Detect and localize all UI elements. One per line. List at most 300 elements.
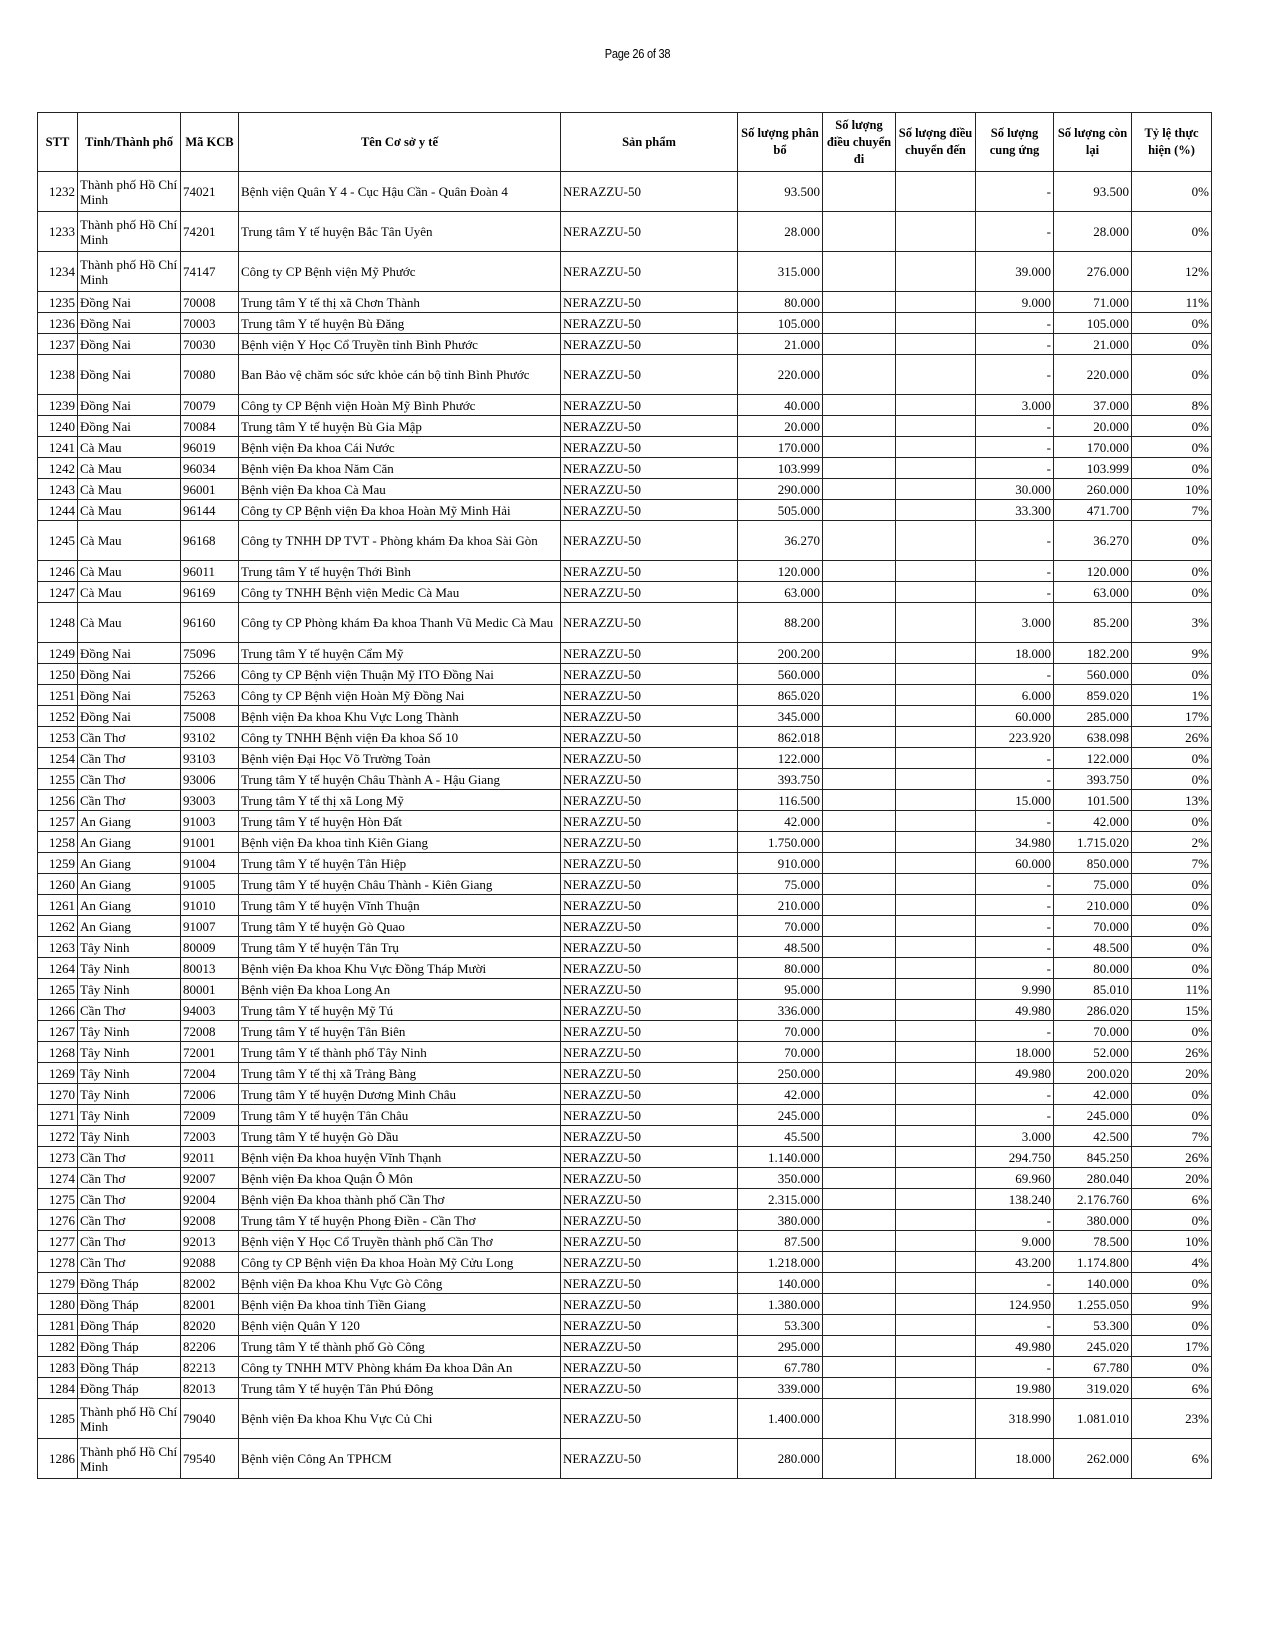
cell-supplied: -	[976, 521, 1054, 561]
cell-supplied: -	[976, 582, 1054, 603]
cell-facility-code: 92011	[181, 1147, 239, 1168]
cell-product: NERAZZU-50	[561, 172, 738, 212]
cell-allocated: 140.000	[738, 1273, 823, 1294]
table-row	[38, 727, 1212, 748]
table-row	[38, 748, 1212, 769]
cell-supplied: -	[976, 1084, 1054, 1105]
cell-transfer-out	[823, 874, 896, 895]
cell-transfer-out	[823, 1378, 896, 1399]
cell-supplied: 43.200	[976, 1252, 1054, 1273]
cell-facility-name: Bệnh viện Đa khoa Năm Căn	[239, 458, 561, 479]
cell-transfer-out	[823, 1084, 896, 1105]
cell-remaining: 42.000	[1054, 1084, 1132, 1105]
cell-facility-code: 80001	[181, 979, 239, 1000]
cell-transfer-out	[823, 416, 896, 437]
cell-completion-rate: 20%	[1132, 1063, 1212, 1084]
cell-product: NERAZZU-50	[561, 664, 738, 685]
cell-allocated: 63.000	[738, 582, 823, 603]
cell-facility-name: Trung tâm Y tế thị xã Trảng Bàng	[239, 1063, 561, 1084]
cell-transfer-in	[896, 521, 976, 561]
cell-product: NERAZZU-50	[561, 727, 738, 748]
cell-province: Đồng Tháp	[78, 1273, 181, 1294]
cell-facility-name: Trung tâm Y tế huyện Dương Minh Châu	[239, 1084, 561, 1105]
cell-product: NERAZZU-50	[561, 1021, 738, 1042]
cell-stt: 1278	[38, 1252, 78, 1273]
cell-stt: 1269	[38, 1063, 78, 1084]
cell-transfer-in	[896, 874, 976, 895]
cell-allocated: 20.000	[738, 416, 823, 437]
cell-product: NERAZZU-50	[561, 685, 738, 706]
cell-product: NERAZZU-50	[561, 895, 738, 916]
table-row	[38, 1105, 1212, 1126]
table-row	[38, 1315, 1212, 1336]
table-row	[38, 1021, 1212, 1042]
cell-stt: 1266	[38, 1000, 78, 1021]
cell-facility-name: Bệnh viện Quân Y 4 - Cục Hậu Cần - Quân Đoàn 4	[239, 172, 561, 212]
cell-remaining: 845.250	[1054, 1147, 1132, 1168]
cell-supplied: 9.990	[976, 979, 1054, 1000]
table-row	[38, 1378, 1212, 1399]
cell-transfer-in	[896, 685, 976, 706]
cell-facility-code: 94003	[181, 1000, 239, 1021]
cell-province: Cà Mau	[78, 603, 181, 643]
cell-completion-rate: 0%	[1132, 458, 1212, 479]
cell-province: Tây Ninh	[78, 979, 181, 1000]
cell-province: Thành phố Hồ Chí Minh	[78, 252, 181, 292]
cell-facility-name: Bệnh viện Đa khoa Cái Nước	[239, 437, 561, 458]
table-row	[38, 1168, 1212, 1189]
cell-allocated: 220.000	[738, 355, 823, 395]
table-row	[38, 1189, 1212, 1210]
cell-facility-code: 80013	[181, 958, 239, 979]
cell-transfer-in	[896, 916, 976, 937]
cell-completion-rate: 4%	[1132, 1252, 1212, 1273]
cell-facility-name: Trung tâm Y tế huyện Bù Gia Mập	[239, 416, 561, 437]
cell-supplied: -	[976, 895, 1054, 916]
cell-transfer-out	[823, 212, 896, 252]
cell-province: Cần Thơ	[78, 1210, 181, 1231]
cell-facility-code: 91005	[181, 874, 239, 895]
cell-province: Thành phố Hồ Chí Minh	[78, 172, 181, 212]
cell-transfer-in	[896, 1378, 976, 1399]
cell-allocated: 93.500	[738, 172, 823, 212]
cell-supplied: 3.000	[976, 603, 1054, 643]
table-row	[38, 313, 1212, 334]
table-row	[38, 458, 1212, 479]
cell-facility-name: Trung tâm Y tế huyện Vĩnh Thuận	[239, 895, 561, 916]
table-row	[38, 479, 1212, 500]
cell-completion-rate: 7%	[1132, 1126, 1212, 1147]
cell-province: An Giang	[78, 895, 181, 916]
cell-supplied: 49.980	[976, 1336, 1054, 1357]
cell-transfer-out	[823, 1147, 896, 1168]
cell-transfer-out	[823, 1210, 896, 1231]
cell-facility-code: 70008	[181, 292, 239, 313]
cell-stt: 1281	[38, 1315, 78, 1336]
cell-transfer-in	[896, 1105, 976, 1126]
cell-allocated: 393.750	[738, 769, 823, 790]
cell-province: Cần Thơ	[78, 727, 181, 748]
cell-facility-code: 96001	[181, 479, 239, 500]
cell-completion-rate: 0%	[1132, 748, 1212, 769]
cell-facility-code: 96019	[181, 437, 239, 458]
cell-province: Thành phố Hồ Chí Minh	[78, 1439, 181, 1479]
cell-transfer-out	[823, 706, 896, 727]
cell-stt: 1286	[38, 1439, 78, 1479]
cell-supplied: -	[976, 437, 1054, 458]
cell-facility-name: Trung tâm Y tế huyện Châu Thành A - Hậu Giang	[239, 769, 561, 790]
cell-province: Đồng Nai	[78, 416, 181, 437]
cell-facility-code: 74021	[181, 172, 239, 212]
cell-transfer-in	[896, 292, 976, 313]
cell-completion-rate: 0%	[1132, 334, 1212, 355]
cell-allocated: 80.000	[738, 292, 823, 313]
table-row	[38, 582, 1212, 603]
cell-stt: 1236	[38, 313, 78, 334]
cell-supplied: 60.000	[976, 706, 1054, 727]
cell-allocated: 862.018	[738, 727, 823, 748]
table-row	[38, 916, 1212, 937]
cell-transfer-in	[896, 1210, 976, 1231]
cell-transfer-out	[823, 500, 896, 521]
cell-supplied: 69.960	[976, 1168, 1054, 1189]
cell-facility-name: Bệnh viện Y Học Cổ Truyền tỉnh Bình Phước	[239, 334, 561, 355]
table-row	[38, 1252, 1212, 1273]
cell-completion-rate: 0%	[1132, 172, 1212, 212]
cell-completion-rate: 11%	[1132, 292, 1212, 313]
table-row	[38, 561, 1212, 582]
header-transfer-out: Số lượng điều chuyển đi	[823, 113, 896, 172]
table-row	[38, 874, 1212, 895]
cell-transfer-out	[823, 790, 896, 811]
cell-facility-name: Bệnh viện Đa khoa thành phố Cần Thơ	[239, 1189, 561, 1210]
cell-remaining: 1.174.800	[1054, 1252, 1132, 1273]
cell-allocated: 1.400.000	[738, 1399, 823, 1439]
cell-stt: 1242	[38, 458, 78, 479]
cell-remaining: 85.200	[1054, 603, 1132, 643]
cell-stt: 1259	[38, 853, 78, 874]
cell-province: Tây Ninh	[78, 1126, 181, 1147]
cell-supplied: 49.980	[976, 1063, 1054, 1084]
cell-allocated: 865.020	[738, 685, 823, 706]
cell-completion-rate: 9%	[1132, 1294, 1212, 1315]
cell-completion-rate: 3%	[1132, 603, 1212, 643]
cell-remaining: 42.000	[1054, 811, 1132, 832]
cell-stt: 1250	[38, 664, 78, 685]
cell-stt: 1238	[38, 355, 78, 395]
cell-transfer-in	[896, 603, 976, 643]
cell-supplied: -	[976, 172, 1054, 212]
cell-stt: 1272	[38, 1126, 78, 1147]
cell-facility-code: 92013	[181, 1231, 239, 1252]
cell-transfer-out	[823, 979, 896, 1000]
cell-transfer-in	[896, 1000, 976, 1021]
cell-transfer-out	[823, 1021, 896, 1042]
cell-product: NERAZZU-50	[561, 1273, 738, 1294]
header-facility-name: Tên Cơ sở y tế	[239, 113, 561, 172]
cell-facility-code: 70084	[181, 416, 239, 437]
cell-product: NERAZZU-50	[561, 832, 738, 853]
cell-supplied: 49.980	[976, 1000, 1054, 1021]
cell-transfer-in	[896, 1336, 976, 1357]
cell-facility-name: Trung tâm Y tế huyện Gò Dầu	[239, 1126, 561, 1147]
cell-remaining: 182.200	[1054, 643, 1132, 664]
cell-province: Tây Ninh	[78, 958, 181, 979]
table-row	[38, 895, 1212, 916]
cell-supplied: -	[976, 811, 1054, 832]
cell-stt: 1255	[38, 769, 78, 790]
cell-transfer-out	[823, 1189, 896, 1210]
cell-allocated: 1.140.000	[738, 1147, 823, 1168]
cell-supplied: -	[976, 561, 1054, 582]
cell-province: Đồng Nai	[78, 664, 181, 685]
cell-remaining: 52.000	[1054, 1042, 1132, 1063]
cell-stt: 1246	[38, 561, 78, 582]
cell-allocated: 42.000	[738, 811, 823, 832]
cell-completion-rate: 23%	[1132, 1399, 1212, 1439]
cell-province: Đồng Nai	[78, 313, 181, 334]
header-facility-code: Mã KCB	[181, 113, 239, 172]
cell-product: NERAZZU-50	[561, 1000, 738, 1021]
table-row	[38, 395, 1212, 416]
cell-completion-rate: 0%	[1132, 1021, 1212, 1042]
cell-completion-rate: 10%	[1132, 1231, 1212, 1252]
cell-product: NERAZZU-50	[561, 1231, 738, 1252]
cell-facility-name: Công ty TNHH DP TVT - Phòng khám Đa khoa Sài Gòn	[239, 521, 561, 561]
cell-facility-code: 96168	[181, 521, 239, 561]
cell-transfer-in	[896, 1252, 976, 1273]
cell-supplied: -	[976, 355, 1054, 395]
table-row	[38, 1294, 1212, 1315]
cell-product: NERAZZU-50	[561, 1063, 738, 1084]
cell-remaining: 276.000	[1054, 252, 1132, 292]
cell-supplied: -	[976, 1315, 1054, 1336]
cell-facility-name: Trung tâm Y tế huyện Mỹ Tú	[239, 1000, 561, 1021]
cell-stt: 1251	[38, 685, 78, 706]
cell-product: NERAZZU-50	[561, 212, 738, 252]
cell-facility-code: 82206	[181, 1336, 239, 1357]
cell-facility-code: 82013	[181, 1378, 239, 1399]
cell-product: NERAZZU-50	[561, 521, 738, 561]
cell-facility-name: Công ty TNHH Bệnh viện Đa khoa Số 10	[239, 727, 561, 748]
cell-transfer-in	[896, 1084, 976, 1105]
cell-allocated: 339.000	[738, 1378, 823, 1399]
cell-completion-rate: 7%	[1132, 500, 1212, 521]
cell-province: Cần Thơ	[78, 748, 181, 769]
cell-facility-name: Công ty CP Bệnh viện Hoàn Mỹ Bình Phước	[239, 395, 561, 416]
cell-facility-name: Bệnh viện Đa khoa Quận Ô Môn	[239, 1168, 561, 1189]
cell-facility-name: Công ty CP Bệnh viện Đa khoa Hoàn Mỹ Minh Hải	[239, 500, 561, 521]
cell-product: NERAZZU-50	[561, 582, 738, 603]
cell-transfer-in	[896, 212, 976, 252]
cell-transfer-in	[896, 1126, 976, 1147]
cell-stt: 1257	[38, 811, 78, 832]
cell-province: An Giang	[78, 853, 181, 874]
cell-remaining: 37.000	[1054, 395, 1132, 416]
cell-transfer-out	[823, 1315, 896, 1336]
cell-remaining: 1.081.010	[1054, 1399, 1132, 1439]
cell-transfer-in	[896, 458, 976, 479]
cell-completion-rate: 0%	[1132, 1273, 1212, 1294]
cell-province: Đồng Nai	[78, 292, 181, 313]
cell-facility-name: Bệnh viện Đa khoa Long An	[239, 979, 561, 1000]
page-number-label: Page 26 of 38	[604, 46, 671, 61]
cell-stt: 1282	[38, 1336, 78, 1357]
cell-transfer-in	[896, 313, 976, 334]
cell-completion-rate: 12%	[1132, 252, 1212, 292]
cell-allocated: 910.000	[738, 853, 823, 874]
cell-remaining: 200.020	[1054, 1063, 1132, 1084]
cell-province: Đồng Nai	[78, 334, 181, 355]
cell-completion-rate: 17%	[1132, 706, 1212, 727]
cell-product: NERAZZU-50	[561, 916, 738, 937]
cell-facility-name: Trung tâm Y tế huyện Thới Bình	[239, 561, 561, 582]
cell-stt: 1263	[38, 937, 78, 958]
cell-facility-code: 75008	[181, 706, 239, 727]
cell-province: Cà Mau	[78, 521, 181, 561]
cell-remaining: 245.020	[1054, 1336, 1132, 1357]
cell-product: NERAZZU-50	[561, 1147, 738, 1168]
cell-stt: 1234	[38, 252, 78, 292]
cell-product: NERAZZU-50	[561, 790, 738, 811]
table-row	[38, 706, 1212, 727]
cell-completion-rate: 0%	[1132, 769, 1212, 790]
cell-completion-rate: 8%	[1132, 395, 1212, 416]
cell-facility-name: Trung tâm Y tế huyện Gò Quao	[239, 916, 561, 937]
cell-transfer-in	[896, 958, 976, 979]
cell-completion-rate: 0%	[1132, 811, 1212, 832]
cell-allocated: 210.000	[738, 895, 823, 916]
header-stt: STT	[38, 113, 78, 172]
cell-facility-code: 72001	[181, 1042, 239, 1063]
cell-facility-code: 74147	[181, 252, 239, 292]
table-row	[38, 603, 1212, 643]
cell-allocated: 116.500	[738, 790, 823, 811]
cell-transfer-in	[896, 811, 976, 832]
cell-supplied: 124.950	[976, 1294, 1054, 1315]
cell-facility-code: 70079	[181, 395, 239, 416]
cell-stt: 1262	[38, 916, 78, 937]
cell-product: NERAZZU-50	[561, 1252, 738, 1273]
cell-stt: 1253	[38, 727, 78, 748]
cell-completion-rate: 6%	[1132, 1439, 1212, 1479]
cell-stt: 1284	[38, 1378, 78, 1399]
cell-product: NERAZZU-50	[561, 769, 738, 790]
cell-supplied: -	[976, 458, 1054, 479]
cell-remaining: 28.000	[1054, 212, 1132, 252]
cell-product: NERAZZU-50	[561, 1042, 738, 1063]
cell-stt: 1260	[38, 874, 78, 895]
cell-province: Tây Ninh	[78, 1063, 181, 1084]
cell-product: NERAZZU-50	[561, 292, 738, 313]
cell-facility-name: Công ty TNHH Bệnh viện Medic Cà Mau	[239, 582, 561, 603]
cell-allocated: 336.000	[738, 1000, 823, 1021]
cell-facility-name: Bệnh viện Đa khoa Khu Vực Gò Công	[239, 1273, 561, 1294]
cell-facility-code: 82213	[181, 1357, 239, 1378]
cell-product: NERAZZU-50	[561, 748, 738, 769]
cell-completion-rate: 0%	[1132, 1105, 1212, 1126]
cell-remaining: 380.000	[1054, 1210, 1132, 1231]
cell-facility-code: 75096	[181, 643, 239, 664]
cell-transfer-out	[823, 643, 896, 664]
cell-supplied: -	[976, 958, 1054, 979]
cell-province: An Giang	[78, 916, 181, 937]
cell-transfer-out	[823, 603, 896, 643]
cell-transfer-in	[896, 748, 976, 769]
cell-completion-rate: 7%	[1132, 853, 1212, 874]
cell-province: Cần Thơ	[78, 1168, 181, 1189]
cell-transfer-in	[896, 1168, 976, 1189]
cell-facility-name: Trung tâm Y tế huyện Tân Biên	[239, 1021, 561, 1042]
cell-remaining: 120.000	[1054, 561, 1132, 582]
table-row	[38, 664, 1212, 685]
cell-transfer-in	[896, 664, 976, 685]
cell-remaining: 85.010	[1054, 979, 1132, 1000]
cell-facility-name: Bệnh viện Đa khoa tỉnh Tiền Giang	[239, 1294, 561, 1315]
table-row	[38, 521, 1212, 561]
cell-transfer-in	[896, 1357, 976, 1378]
cell-facility-name: Trung tâm Y tế huyện Châu Thành - Kiên Giang	[239, 874, 561, 895]
cell-stt: 1244	[38, 500, 78, 521]
cell-province: Cần Thơ	[78, 1147, 181, 1168]
cell-transfer-out	[823, 561, 896, 582]
cell-transfer-in	[896, 1231, 976, 1252]
cell-facility-code: 96144	[181, 500, 239, 521]
cell-stt: 1245	[38, 521, 78, 561]
cell-facility-name: Trung tâm Y tế thị xã Chơn Thành	[239, 292, 561, 313]
cell-stt: 1261	[38, 895, 78, 916]
cell-province: Đồng Tháp	[78, 1294, 181, 1315]
cell-supplied: 223.920	[976, 727, 1054, 748]
cell-remaining: 245.000	[1054, 1105, 1132, 1126]
table-row	[38, 790, 1212, 811]
cell-remaining: 850.000	[1054, 853, 1132, 874]
cell-transfer-out	[823, 334, 896, 355]
cell-supplied: 18.000	[976, 1042, 1054, 1063]
cell-transfer-out	[823, 1357, 896, 1378]
cell-transfer-in	[896, 437, 976, 458]
cell-allocated: 560.000	[738, 664, 823, 685]
cell-product: NERAZZU-50	[561, 811, 738, 832]
cell-facility-code: 92007	[181, 1168, 239, 1189]
table-row	[38, 979, 1212, 1000]
cell-allocated: 200.200	[738, 643, 823, 664]
cell-allocated: 21.000	[738, 334, 823, 355]
cell-product: NERAZZU-50	[561, 334, 738, 355]
cell-transfer-in	[896, 582, 976, 603]
cell-stt: 1275	[38, 1189, 78, 1210]
cell-remaining: 393.750	[1054, 769, 1132, 790]
cell-transfer-in	[896, 832, 976, 853]
cell-supplied: 3.000	[976, 1126, 1054, 1147]
cell-province: Cần Thơ	[78, 1252, 181, 1273]
cell-transfer-out	[823, 853, 896, 874]
table-row	[38, 172, 1212, 212]
cell-facility-code: 80009	[181, 937, 239, 958]
cell-completion-rate: 1%	[1132, 685, 1212, 706]
cell-transfer-out	[823, 1105, 896, 1126]
table-row	[38, 937, 1212, 958]
cell-allocated: 170.000	[738, 437, 823, 458]
cell-facility-name: Trung tâm Y tế thị xã Long Mỹ	[239, 790, 561, 811]
cell-transfer-out	[823, 1439, 896, 1479]
cell-transfer-in	[896, 853, 976, 874]
table-row	[38, 769, 1212, 790]
allocation-table	[37, 112, 1212, 1479]
cell-transfer-out	[823, 1063, 896, 1084]
cell-province: Cần Thơ	[78, 1231, 181, 1252]
cell-remaining: 1.715.020	[1054, 832, 1132, 853]
